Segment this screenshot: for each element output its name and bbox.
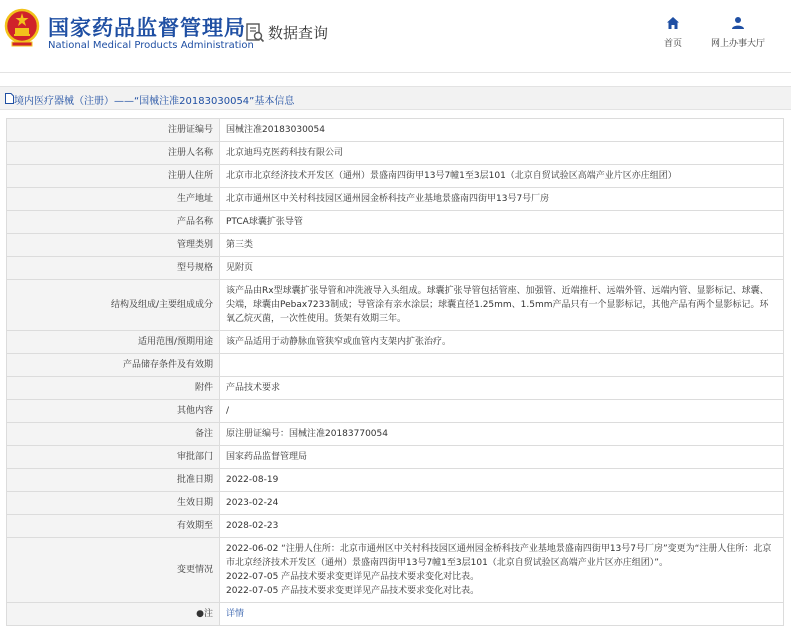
row-value (220, 603, 784, 626)
site-name-cn[interactable]: 国家药品监督管理局 (48, 16, 246, 40)
site-header (0, 0, 791, 73)
table-row (7, 377, 784, 400)
table-row (7, 119, 784, 142)
row-value: 国家药品监督管理局 (220, 446, 784, 469)
home-icon (666, 16, 680, 30)
breadcrumb (0, 86, 791, 110)
row-value: 原注册证编号：国械注准20183770054 (220, 423, 784, 446)
row-label: 注册证编号 (7, 119, 220, 142)
table-row (7, 354, 784, 377)
table-row (7, 165, 784, 188)
table-row (7, 469, 784, 492)
row-value: 北京迪玛克医药科技有限公司 (220, 142, 784, 165)
nav-online-service-hall[interactable] (706, 16, 770, 49)
breadcrumb-text: 境内医疗器械（注册）——“国械注准20183030054”基本信息 (14, 96, 295, 107)
details-link[interactable]: 详情 (226, 609, 245, 619)
row-value: 2022-08-19 (220, 469, 784, 492)
row-label: 生效日期 (7, 492, 220, 515)
table-row (7, 538, 784, 603)
row-value: 2023-02-24 (220, 492, 784, 515)
nav-home[interactable] (661, 16, 685, 49)
table-row (7, 423, 784, 446)
row-label: 注册人名称 (7, 142, 220, 165)
row-value: / (220, 400, 784, 423)
table-row (7, 142, 784, 165)
row-label: 结构及组成/主要组成成分 (7, 280, 220, 331)
table-row (7, 257, 784, 280)
row-label: 注册人住所 (7, 165, 220, 188)
row-value: 第三类 (220, 234, 784, 257)
row-value: 该产品由Rx型球囊扩张导管和冲洗液导入头组成。球囊扩张导管包括管座、加强管、近端推杆、远端外管、远端内管、显影标记、球囊、尖端，球囊由Pebax7233制成；导管涂有亲水涂层；球囊直径1.25mm、1.5mm产品只有一个显影标记，其他产品有两个显影标记。环氧乙烷灭菌，一次性使用。货架有效期三年。 (220, 280, 784, 331)
table-row (7, 234, 784, 257)
row-label: 审批部门 (7, 446, 220, 469)
row-value: 2028-02-23 (220, 515, 784, 538)
document-icon (5, 93, 14, 104)
change-entry: 2022-07-05 产品技术要求变更详见产品技术要求变化对比表。 (226, 586, 480, 596)
table-row (7, 492, 784, 515)
row-label: 附件 (7, 377, 220, 400)
row-label: 生产地址 (7, 188, 220, 211)
change-entry: 2022-07-05 产品技术要求变更详见产品技术要求变化对比表。 (226, 572, 480, 582)
row-value: 产品技术要求 (220, 377, 784, 400)
row-value: 见附页 (220, 257, 784, 280)
user-icon (731, 16, 745, 30)
registration-detail-table (6, 118, 784, 626)
table-row (7, 400, 784, 423)
data-query-icon (245, 22, 265, 44)
row-label: 产品储存条件及有效期 (7, 354, 220, 377)
row-label: 变更情况 (7, 538, 220, 603)
change-history (220, 538, 784, 603)
table-row (7, 603, 784, 626)
row-label: 其他内容 (7, 400, 220, 423)
row-label: 备注 (7, 423, 220, 446)
row-value: 北京市通州区中关村科技园区通州园金桥科技产业基地景盛南四街甲13号7号厂房 (220, 188, 784, 211)
row-label: 管理类别 (7, 234, 220, 257)
row-value: 国械注准20183030054 (220, 119, 784, 142)
row-label: 产品名称 (7, 211, 220, 234)
row-value (220, 354, 784, 377)
row-value: 该产品适用于动静脉血管狭窄或血管内支架内扩张治疗。 (220, 331, 784, 354)
row-value: 北京市北京经济技术开发区（通州）景盛南四街甲13号7幢1至3层101（北京自贸试验区高端产业片区亦庄组团） (220, 165, 784, 188)
table-row (7, 515, 784, 538)
row-value: PTCA球囊扩张导管 (220, 211, 784, 234)
table-row (7, 280, 784, 331)
row-label: 适用范围/预期用途 (7, 331, 220, 354)
table-row (7, 211, 784, 234)
data-query-title: 数据查询 (268, 24, 329, 42)
change-entry: 2022-06-02 “注册人住所：北京市通州区中关村科技园区通州园金桥科技产业基地景盛南四街甲13号7号厂房”变更为“注册人住所：北京市北京经济技术开发区（通州）景盛南四街甲13号7幢1至3层101（北京自贸试验区高端产业片区亦庄组团）”。 (226, 544, 772, 568)
table-row (7, 331, 784, 354)
row-label: 有效期至 (7, 515, 220, 538)
table-row (7, 446, 784, 469)
nav-online-label: 网上办事大厅 (710, 39, 765, 49)
nav-home-label: 首页 (663, 39, 682, 49)
row-label: 型号规格 (7, 257, 220, 280)
table-row (7, 188, 784, 211)
row-label: 批准日期 (7, 469, 220, 492)
site-name-en[interactable]: National Medical Products Administration (48, 40, 254, 51)
national-emblem-icon (4, 8, 40, 48)
row-label: ●注 (7, 603, 220, 626)
